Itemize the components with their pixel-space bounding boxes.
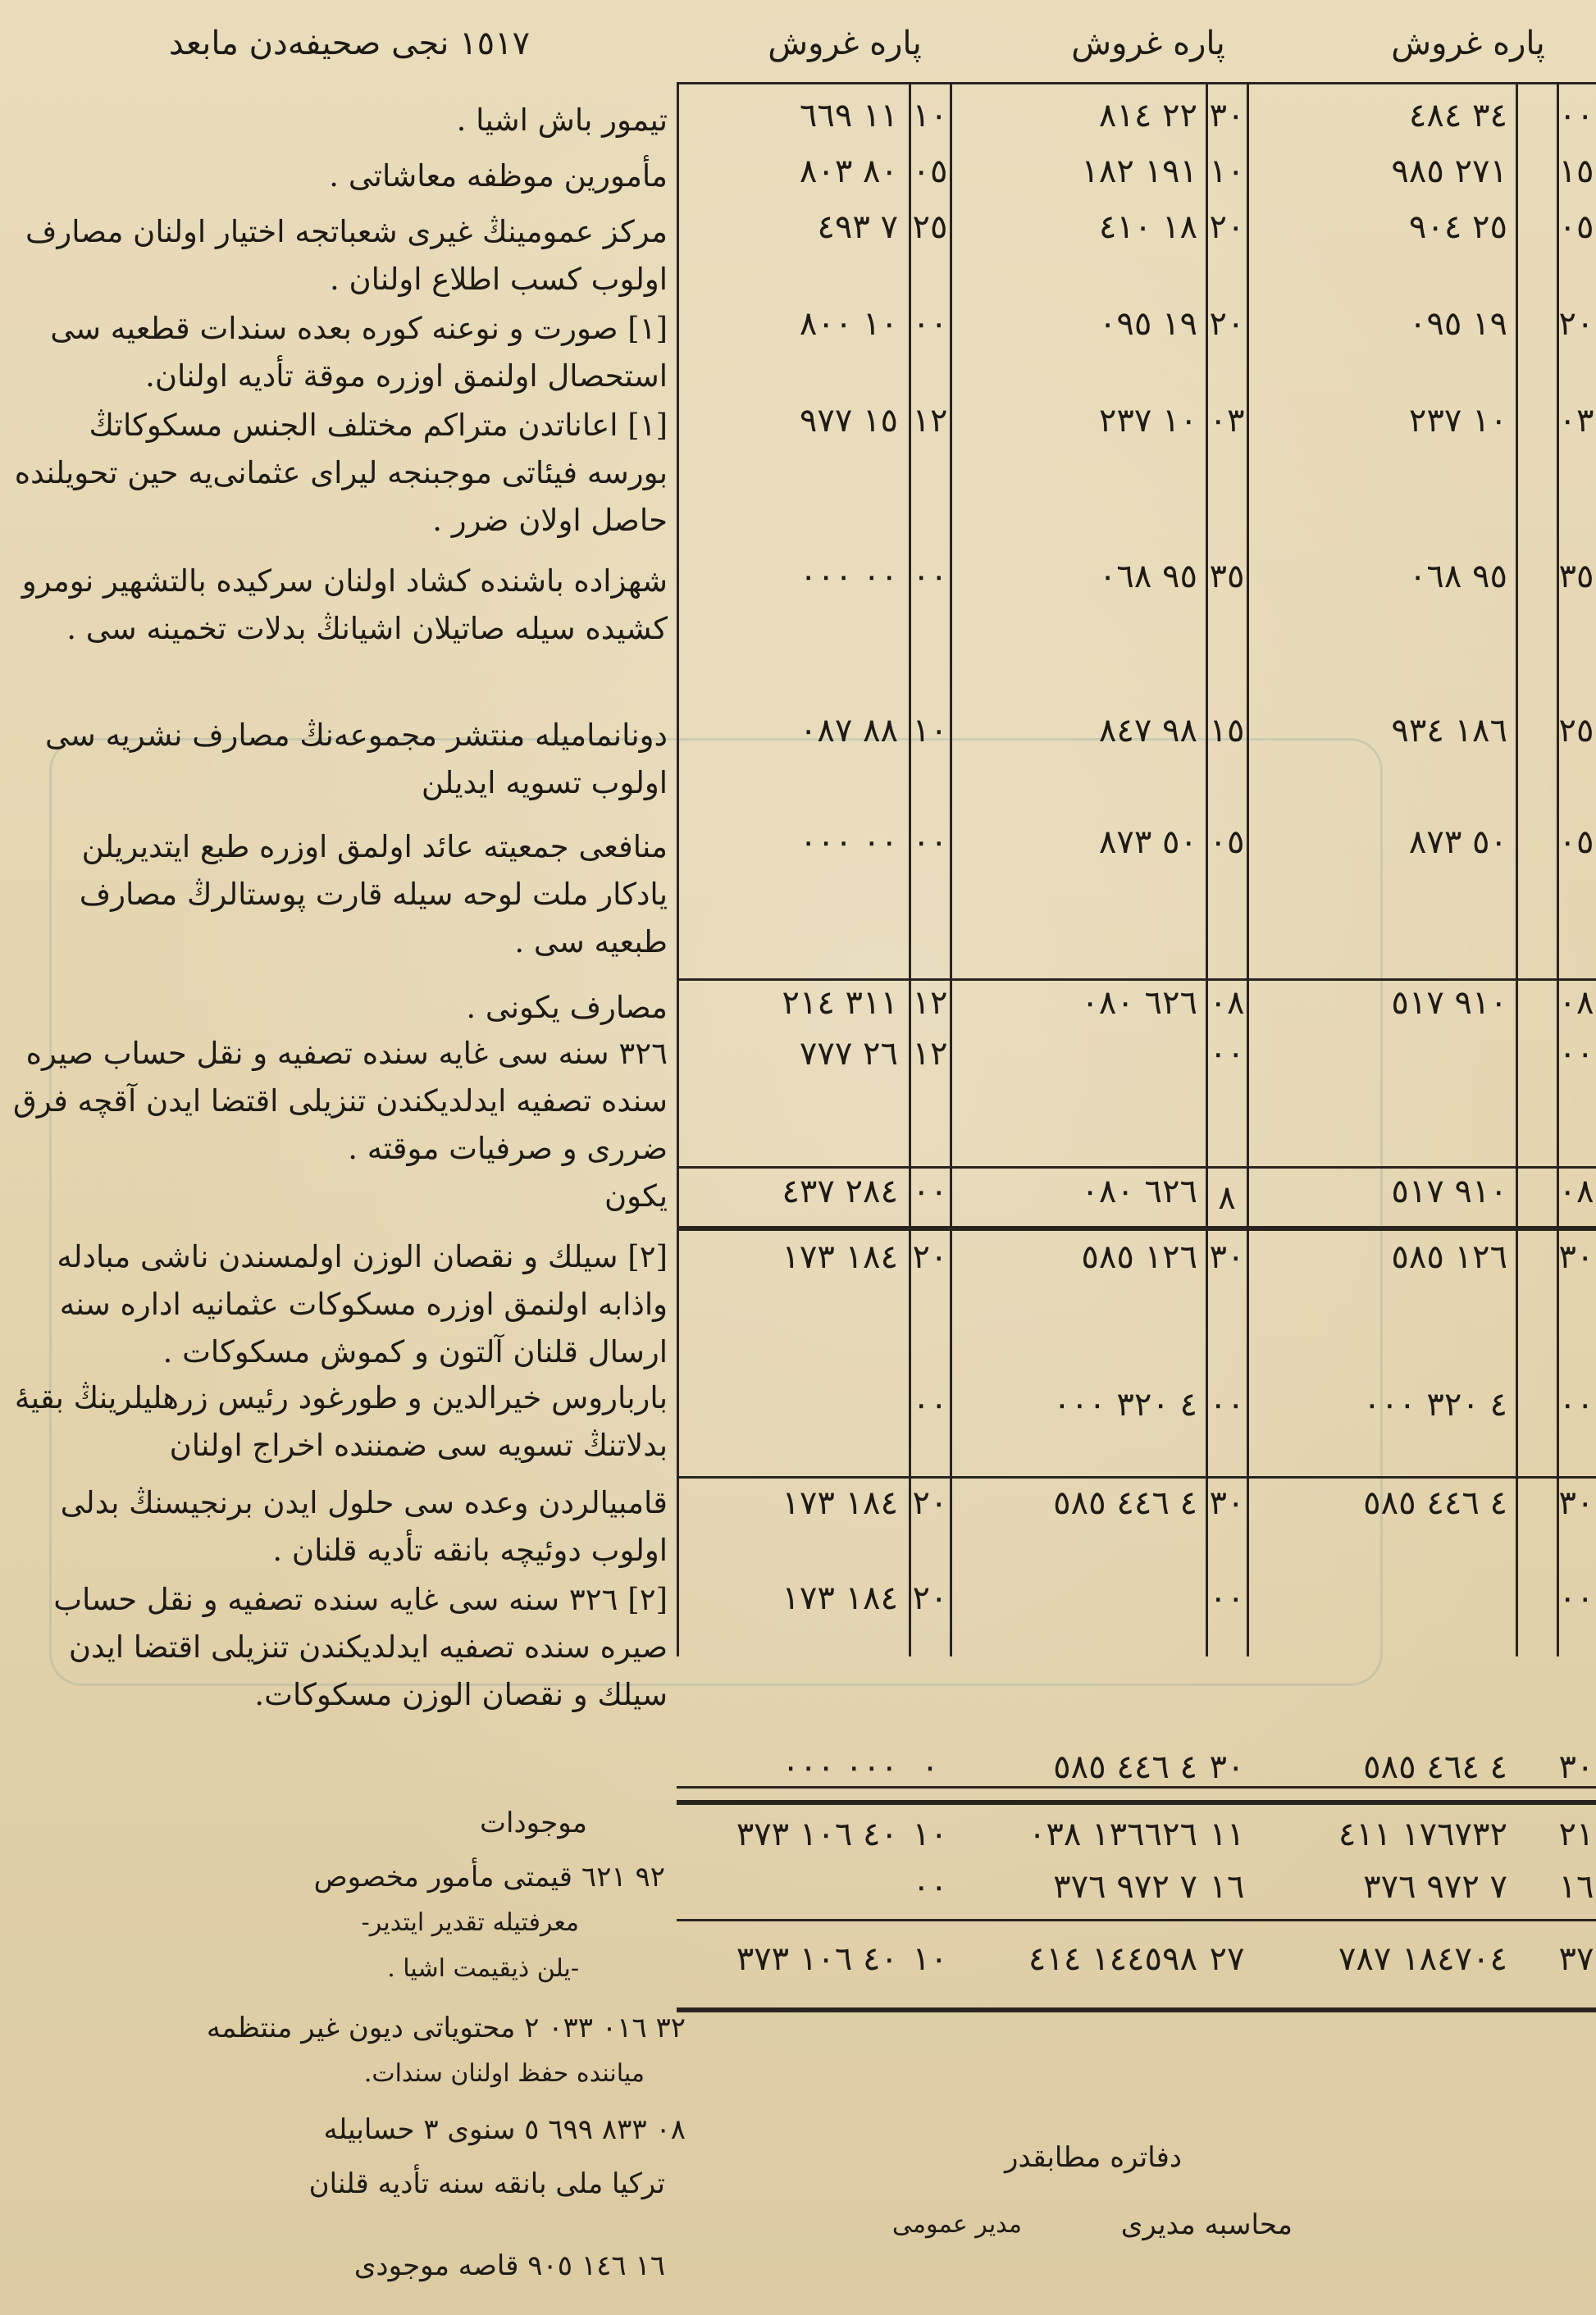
assets-heading: موجودات [480, 1807, 587, 1839]
column-3-para: ٣٥ [1558, 558, 1594, 595]
column-1-para: ٢٠ [912, 1484, 948, 1522]
column-rule [950, 82, 952, 1657]
column-2-amount: ٩٥ ٠٦٨ [1098, 558, 1197, 595]
column-1-amount: ٧ ٤٩٣ [817, 208, 898, 246]
column-3-para: ٠٥ [1558, 208, 1594, 246]
column-2-para: ٠٠ [1209, 1386, 1245, 1424]
grand-total-2-para: ٢٧ [1209, 1940, 1245, 1978]
grand-total-1-amount: ٤٠ ١٠٦ ٣٧٣ [736, 1940, 898, 1978]
column-3-amount: ١٩ ٠٩٥ [1408, 305, 1507, 343]
total-rule [677, 1919, 1596, 1921]
row-description: منافعی جمعیته عائد اولمق اوزره طبع ایتدیریلن یادکار ملت لوحه سیله قارت پوستالرڭ مصارف طبعیه سی . [79, 829, 668, 959]
total-3-para: ١٦ [1558, 1868, 1594, 1906]
total-3-amount: ١٧٦٧٣٢ ٤١١ [1338, 1816, 1507, 1853]
subtotal-rule [677, 978, 1596, 981]
column-2-amount: ٢٢ ٨١٤ [1098, 97, 1197, 134]
column-2-amount: ١٠ ٢٣٧ [1098, 402, 1197, 440]
column-3-amount: ١٢٦ ٥٨٥ [1391, 1238, 1507, 1276]
column-1-amount: ٢٨٤ ٤٣٧ [782, 1173, 898, 1210]
column-1-amount: ١٨٤ ١٧٣ [782, 1579, 898, 1617]
column-1-amount: ٨٨ ٠٨٧ [799, 712, 898, 750]
column-2-para: ٣٥ [1209, 558, 1245, 595]
total-1-amount: ٤٠ ١٠٦ ٣٧٣ [736, 1816, 898, 1853]
column-header-3: پاره غروش [1391, 25, 1545, 62]
total-3-amount: ٤ ٤٦٤ ٥٨٥ [1363, 1748, 1507, 1786]
column-1-amount: ٠٠ ٠٠٠ [799, 823, 898, 861]
double-rule [677, 2007, 1596, 2012]
accounting-director-signature-label: محاسبه مدیری [1120, 2208, 1293, 2241]
row-description: مرکز عمومینڭ غیری شعباتجه اختیار اولنان مصارف اولوب کسب اطلاع اولنان . [25, 214, 668, 297]
column-3-amount: ١٠ ٢٣٧ [1408, 402, 1507, 440]
column-3-para: ٠٨ [1558, 984, 1594, 1022]
column-1-amount: ١١ ٦٦٩ [799, 97, 898, 134]
assets-line-5: میاننده حفظ اولنان سندات. [363, 2059, 645, 2088]
column-rule [677, 82, 679, 1657]
double-rule [677, 1800, 1596, 1805]
row-description: تیمور باش اشیا . [456, 103, 668, 138]
column-1-para: ١٠ [912, 97, 948, 134]
assets-line-1: ٩٢ ٦٢١ قیمتی مأمور مخصوص [313, 1861, 665, 1893]
column-3-para: ٠٠ [1558, 1035, 1594, 1073]
row-description: مصارف یکونی . [466, 990, 668, 1025]
grand-total-3-para: ٣٧ [1558, 1940, 1594, 1978]
column-1-para: ٠٠ [912, 558, 948, 595]
column-2-para: ٠٠ [1209, 1035, 1245, 1073]
total-1-para: ٠ [921, 1748, 939, 1786]
column-3-para: ١٥ [1558, 153, 1594, 190]
row-description: یکون [604, 1178, 668, 1214]
column-2-amount: ٦٢٦ ٠٨٠ [1081, 984, 1197, 1022]
column-1-para: ٠٠ [912, 823, 948, 861]
total-3-para: ٣٠ [1558, 1748, 1594, 1786]
column-3-amount: ٣٤ ٤٨٤ [1408, 97, 1507, 134]
column-rule [909, 82, 911, 1657]
column-3-amount: ٤ ٤٤٦ ٥٨٥ [1363, 1484, 1507, 1522]
grand-total-2-amount: ١٤٤٥٩٨ ٤١٤ [1028, 1940, 1197, 1978]
column-3-amount: ٩١٠ ٥١٧ [1391, 984, 1507, 1022]
column-1-amount: ١٠ ٨٠٠ [799, 305, 898, 343]
column-1-amount: ٨٠ ٨٠٣ [799, 153, 898, 190]
column-3-para: ٠٣ [1558, 402, 1594, 440]
header-rule [677, 82, 1596, 84]
assets-line-2: معرفتیله تقدیر ایتدیر- [361, 1908, 579, 1937]
column-3-amount: ٢٧١ ٩٨٥ [1391, 153, 1507, 190]
column-1-para: ٠٠ [912, 305, 948, 343]
row-description: دونانمامیله منتشر مجموعه‌نڭ مصارف نشریه سی اولوب تسویه ایدیلن [44, 718, 668, 800]
total-2-para: ١١ [1209, 1816, 1245, 1853]
column-2-para: ٢٠ [1209, 305, 1245, 343]
column-1-para: ٠٠ [912, 1386, 948, 1424]
column-3-para: ٠٠ [1558, 1386, 1594, 1424]
column-3-amount: ٩٥ ٠٦٨ [1408, 558, 1507, 595]
column-rule [1516, 82, 1518, 1657]
column-2-amount: ١٢٦ ٥٨٥ [1081, 1238, 1197, 1276]
assets-line-4: ٣٢ ٠١٦ ٠٣٣ ٢ محتویاتی دیون غیر منتظمه [206, 2012, 686, 2044]
total-rule [677, 1786, 1596, 1789]
column-2-para: ٨ [1218, 1179, 1236, 1217]
column-2-amount: ٤ ٣٢٠ ٠٠٠ [1053, 1386, 1197, 1424]
column-3-amount: ٢٥ ٩٠٤ [1408, 208, 1507, 246]
column-1-para: ١٢ [912, 402, 948, 440]
column-2-para: ٣٠ [1209, 1238, 1245, 1276]
column-3-amount: ٥٠ ٨٧٣ [1408, 823, 1507, 861]
grand-total-3-amount: ١٨٤٧٠٤ ٧٨٧ [1338, 1940, 1507, 1978]
row-description: [٢] سیلك و نقصان الوزن اولمسندن ناشی مبادله واذابه اولنمق اوزره مسکوکات عثمانیه اداره سنه ارسال قلنان آلتون و کموش مسکوکات . [57, 1239, 668, 1369]
column-2-amount: ٩٨ ٨٤٧ [1098, 712, 1197, 750]
double-rule [677, 1226, 1596, 1231]
assets-line-7: ترکیا ملی بانقه سنه تأدیه قلنان [308, 2167, 665, 2200]
total-2-amount: ٧ ٩٧٢ ٣٧٦ [1053, 1868, 1197, 1906]
column-3-para: ٠٠ [1558, 1579, 1594, 1617]
total-1-para: ١٠ [912, 1816, 948, 1853]
column-1-para: ١٢ [912, 1035, 948, 1073]
column-1-amount: ١٨٤ ١٧٣ [782, 1484, 898, 1522]
column-2-para: ٢٠ [1209, 208, 1245, 246]
grand-total-1-para: ١٠ [912, 1940, 948, 1978]
column-1-para: ٠٠ [912, 1173, 948, 1210]
column-1-amount: ١٥ ٩٧٧ [799, 402, 898, 440]
row-description: مأمورین موظفه معاشاتی . [329, 158, 668, 194]
assets-line-3: -یلن ذیقیمت اشیا . [387, 1954, 579, 1983]
column-3-para: ٠٨ [1558, 1173, 1594, 1210]
column-1-amount: ٣١١ ٢١٤ [782, 984, 898, 1022]
description-header: ١٥١٧ نجی صحیفه‌دن مابعد [168, 25, 531, 62]
column-rule [1247, 82, 1249, 1657]
column-2-amount: ٦٢٦ ٠٨٠ [1081, 1173, 1197, 1210]
row-description: [١] صورت و نوعنه کوره بعده سندات قطعیه سی استحصال اولنمق اوزره موقة تأدیه اولنان. [50, 311, 668, 394]
total-1-amount: ٠٠٠ ٠٠٠ [782, 1748, 898, 1786]
column-3-amount: ٤ ٣٢٠ ٠٠٠ [1363, 1386, 1507, 1424]
column-3-para: ٢٥ [1558, 712, 1594, 750]
column-1-para: ٠٥ [912, 153, 948, 190]
column-2-para: ٣٠ [1209, 97, 1245, 134]
assets-line-8: ١٦ ١٤٦ ٩٠٥ قاصه موجودی [353, 2249, 665, 2282]
row-description: ٣٢٦ سنه سی غایه سنده تصفیه و نقل حساب صیره سنده تصفیه ایدلدیکندن تنزیلی اقتضا ایدن آقچه فرق ضرری و صرفیات موقته . [12, 1036, 668, 1166]
assets-line-6: ٠٨ ٨٣٣ ٦٩٩ ٥ سنوی ٣ حسابیله [323, 2113, 686, 2146]
column-3-amount: ١٨٦ ٩٣٤ [1391, 712, 1507, 750]
column-3-amount: ٩١٠ ٥١٧ [1391, 1173, 1507, 1210]
column-1-amount: ٢٦ ٧٧٧ [799, 1035, 898, 1073]
column-3-para: ٣٠ [1558, 1238, 1594, 1276]
subtotal-rule [677, 1476, 1596, 1479]
column-2-para: ٣٠ [1209, 1484, 1245, 1522]
column-1-para: ١٢ [912, 984, 948, 1022]
column-2-amount: ٤ ٤٤٦ ٥٨٥ [1053, 1484, 1197, 1522]
column-1-para: ٢٠ [912, 1238, 948, 1276]
ledger-conformity-note: دفاتره مطابقدر [1005, 2141, 1182, 2174]
total-2-para: ٣٠ [1209, 1748, 1245, 1786]
total-2-para: ١٦ [1209, 1868, 1245, 1906]
column-2-para: ٠٥ [1209, 823, 1245, 861]
column-2-amount: ١٨ ٤١٠ [1098, 208, 1197, 246]
total-1-para: ٠٠ [912, 1868, 948, 1906]
column-1-amount: ١٨٤ ١٧٣ [782, 1238, 898, 1276]
row-description: شهزاده باشنده کشاد اولنان سرکیده بالتشهیر نومرو کشیده سیله صاتیلان اشیانڭ بدلات تخمینه سی . [21, 563, 668, 646]
column-rule [1206, 82, 1208, 1657]
column-3-para: ٢٠ [1558, 305, 1594, 343]
total-3-amount: ٧ ٩٧٢ ٣٧٦ [1363, 1868, 1507, 1906]
column-header-2: پاره غروش [1071, 25, 1225, 62]
column-3-para: ٣٠ [1558, 1484, 1594, 1522]
column-1-para: ١٠ [912, 712, 948, 750]
column-header-1: پاره غروش [768, 25, 922, 62]
total-2-amount: ١٣٦٦٢٦ ٠٣٨ [1028, 1816, 1197, 1853]
column-3-para: ٠٠ [1558, 97, 1594, 134]
row-description: بارباروس خیرالدین و طورغود رئیس زرهلیلرینڭ بقیهٔ بدلاتنڭ تسویه سی ضمننده اخراج اولنان [14, 1380, 668, 1463]
row-description: [١] اعاناتدن متراکم مختلف الجنس مسکوکاتڭ بورسه فیئاتی موجبنجه لیرای عثمانی‌یه حین تحویلنده حاصل اولان ضرر . [14, 408, 668, 538]
total-3-para: ٢١ [1558, 1816, 1594, 1853]
column-1-para: ٢٥ [912, 208, 948, 246]
column-3-para: ٠٥ [1558, 823, 1594, 861]
column-2-amount: ٥٠ ٨٧٣ [1098, 823, 1197, 861]
column-2-para: ١٠ [1209, 153, 1245, 190]
total-2-amount: ٤ ٤٤٦ ٥٨٥ [1053, 1748, 1197, 1786]
column-2-para: ١٥ [1209, 712, 1245, 750]
row-description: قامبیالردن وعده سی حلول ایدن برنجیسنڭ بدلی اولوب دوئیچه بانقه تأدیه قلنان . [60, 1485, 668, 1568]
subtotal-rule [677, 1166, 1596, 1169]
column-1-amount: ٠٠ ٠٠٠ [799, 558, 898, 595]
general-director-signature-label: مدیر عمومی [891, 2210, 1022, 2239]
column-2-amount: ١٩ ٠٩٥ [1098, 305, 1197, 343]
column-2-amount: ١٩١ ١٨٢ [1081, 153, 1197, 190]
column-1-para: ٢٠ [912, 1579, 948, 1617]
column-2-para: ٠٣ [1209, 402, 1245, 440]
row-description: [٢] ٣٢٦ سنه سی غایه سنده تصفیه و نقل حساب صیره سنده تصفیه ایدلدیکندن تنزیلی اقتضا ایدن سیلك و نقصان الوزن مسکوکات. [53, 1582, 668, 1712]
column-2-para: ٠٨ [1209, 984, 1245, 1022]
column-2-para: ٠٠ [1209, 1579, 1245, 1617]
